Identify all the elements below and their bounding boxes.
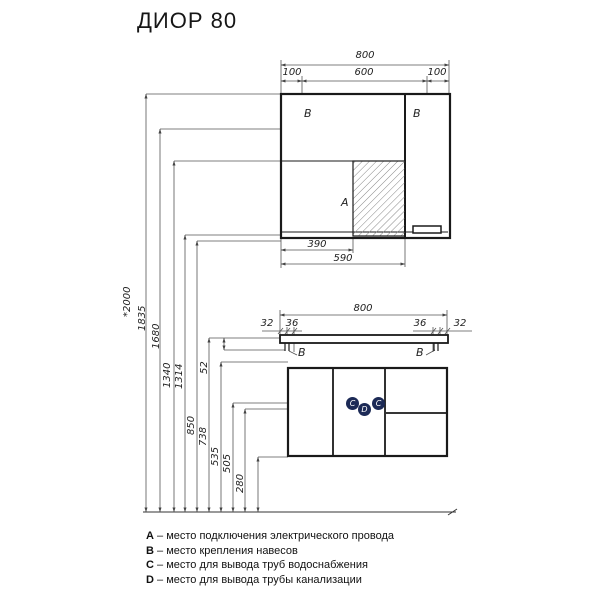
legend [146, 529, 394, 587]
electric-zone-hatch [353, 161, 405, 236]
legend-sep: – [157, 530, 164, 542]
callout-b-mirror-right: B [413, 107, 421, 120]
dim-height-280: 280 [235, 473, 246, 493]
vanity-dimensions [262, 310, 472, 355]
legend-text-d: место для вывода трубы канализации [166, 573, 362, 586]
dim-mirror-390: 390 [307, 239, 327, 250]
legend-text-c: место для вывода труб водоснабжения [166, 559, 368, 571]
dim-height-1835: 1835 [137, 305, 148, 331]
legend-row-a [146, 529, 394, 544]
legend-text-b: место крепления навесов [166, 544, 298, 557]
dim-height-1680: 1680 [151, 323, 162, 349]
legend-text-a: место подключения электрического провода [166, 530, 394, 542]
legend-key-c: C [146, 559, 154, 571]
callout-leader-b-vanity-left [289, 351, 297, 355]
dim-height-850: 850 [186, 415, 197, 435]
dim-vanity-800: 800 [353, 303, 373, 314]
dim-height-2000: *2000 [122, 286, 133, 317]
callout-b-vanity-right: B [416, 346, 424, 359]
dim-mirror-590: 590 [333, 253, 353, 264]
dim-mirror-600: 600 [354, 67, 374, 78]
legend-row-c [146, 558, 394, 573]
dim-52: 52 [199, 361, 210, 374]
dim-height-1314: 1314 [174, 363, 185, 389]
legend-key-b: B [146, 544, 154, 557]
water-supply-marker-left: C [346, 397, 359, 410]
legend-row-d [146, 573, 394, 588]
vanity-countertop [280, 335, 448, 343]
callout-a-mirror: A [341, 196, 349, 209]
dim-height-1340: 1340 [162, 362, 173, 388]
legend-sep: – [157, 573, 164, 586]
dim-height-535: 535 [210, 446, 221, 466]
water-supply-marker-right: C [372, 397, 385, 410]
callout-b-mirror-left: B [304, 107, 312, 120]
dim-vanity-32-right: 32 [453, 318, 467, 329]
callout-b-vanity-left: B [298, 346, 306, 359]
dim-height-738: 738 [198, 426, 209, 446]
page-title: ДИОР 80 [137, 8, 238, 33]
legend-row-b [146, 544, 394, 559]
dim-vanity-36-right: 36 [413, 318, 427, 329]
legend-sep: – [157, 559, 164, 571]
legend-key-d: D [146, 573, 154, 586]
dim-vanity-36-left: 36 [285, 318, 299, 329]
dim-mirror-100-right: 100 [427, 67, 447, 78]
dim-height-505: 505 [222, 453, 233, 473]
drain-marker: D [358, 403, 371, 416]
dim-mirror-100-left: 100 [282, 67, 302, 78]
legend-sep: – [157, 544, 164, 557]
cabinet-handle [413, 226, 441, 233]
legend-key-a: A [146, 530, 154, 542]
dim-vanity-32-left: 32 [260, 318, 274, 329]
dim-mirror-800: 800 [355, 50, 375, 61]
